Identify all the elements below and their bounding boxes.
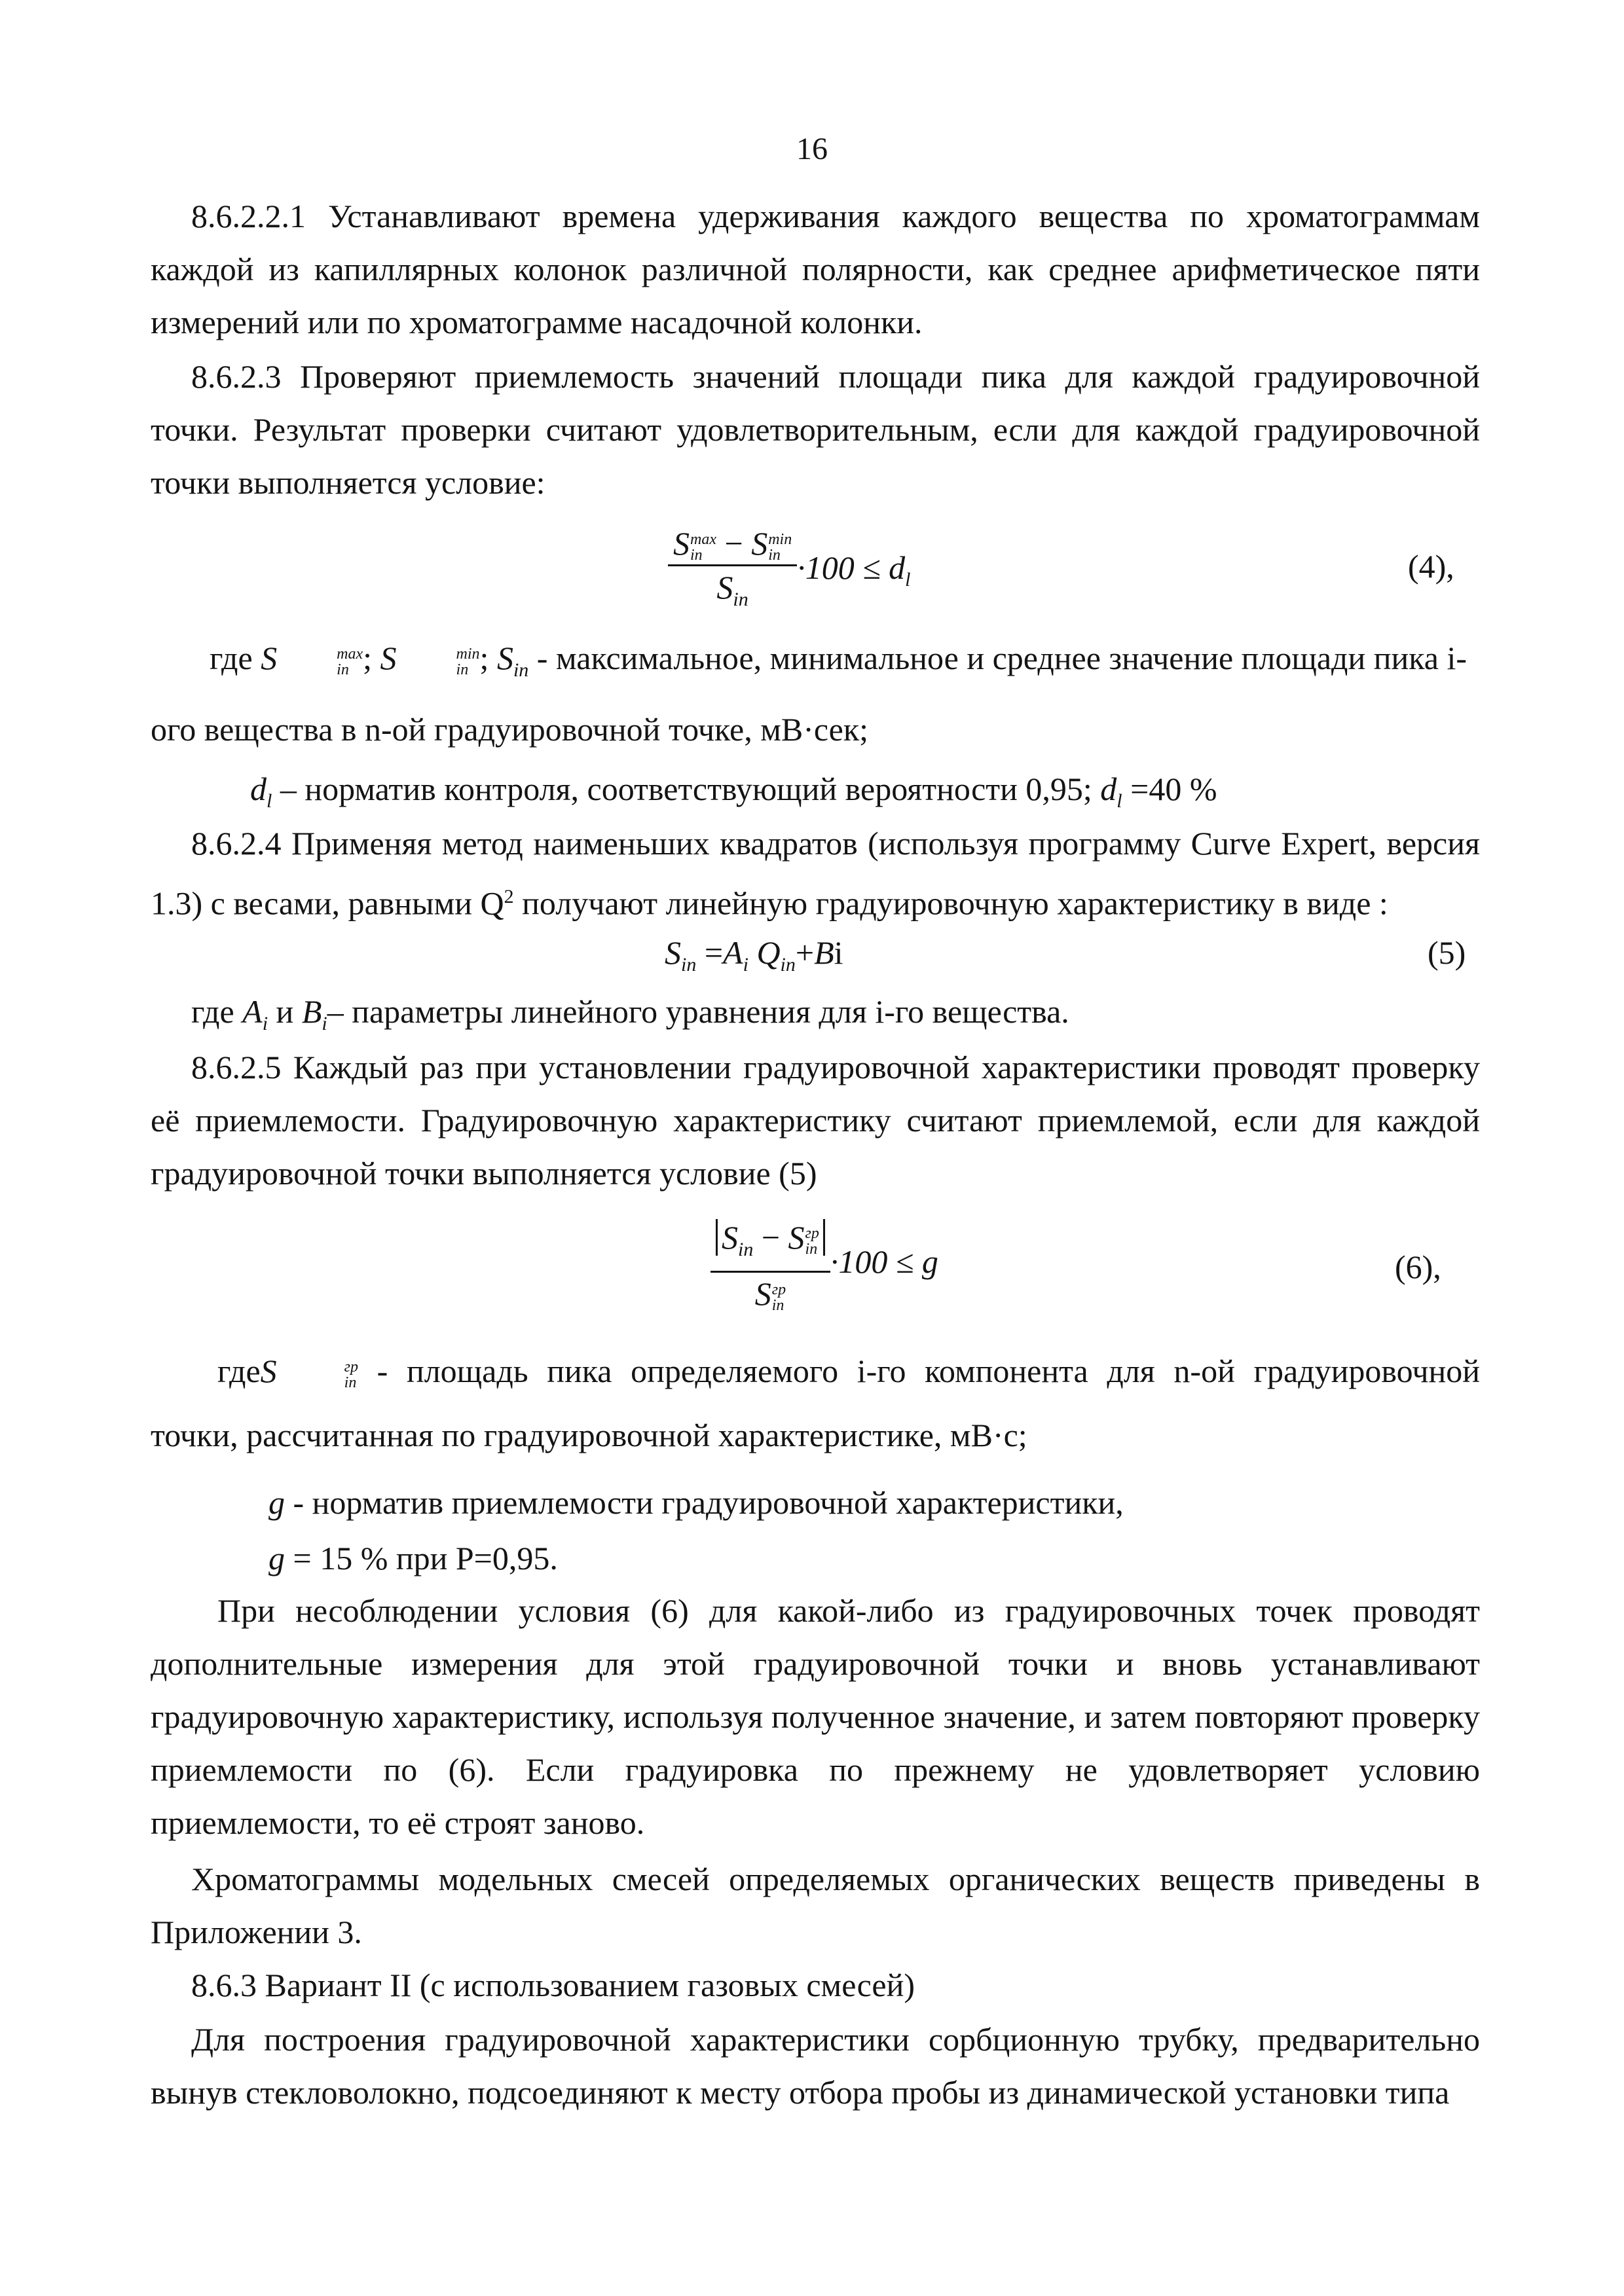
formula-6-explanation: гдеS гр in - площадь пика определяемого i-го компонента для n-ой градуировочной точки, рассчитанная по градуировочной характеристике, мВ·с; xyxy=(151,1353,1480,1453)
section-8-6-3-heading: 8.6.3 Вариант II (с использованием газовых смесей) xyxy=(191,1967,915,2003)
formula-4-explanation: где S max in ; S min in ; $S_{in}$ - максимальное, минимальное и среднее значение площади пика i-ого вещества в n-ой градуировочной точке, мВ·сек; xyxy=(151,640,1467,748)
paragraph-8-6-2-4: 8.6.2.4 Применяя метод наименьших квадратов (используя программу Curve Expert, версия 1.3) с весами, равными $Q^2$ получают линейную градуировочную характеристику в виде : xyxy=(151,825,1480,922)
formula-6: $S_{in} - S$ гр in S гр in ·100 ≤ g xyxy=(710,1218,938,1313)
paragraph-8-6-2-5: 8.6.2.5 Каждый раз при установлении градуировочной характеристики проводят проверку её приемлемости. Градуировочную характеристику считают приемлемой, если для каждой градуировочной точки выполняется условие (5) xyxy=(151,1049,1480,1192)
formula-4-fraction: S max in − S min in $S_{in}$ xyxy=(668,524,797,619)
formula-5-explanation: где $A_i$ и $B_i-$ параметры линейного уравнения для i-го вещества. xyxy=(191,993,1069,1034)
paragraph-noncompliance: При несоблюдении условия (6) для какой-либо из градуировочных точек проводят дополнительные измерения для этой градуировочной точки и вновь устанавливают градуировочную характеристику, используя полученное значение, и затем повторяют проверку приемлемости по (6). Если градуировка по прежнему не удовлетворяет условию приемлемости, то её строят заново. xyxy=(151,1592,1480,1841)
paragraph-8-6-2-3: 8.6.2.3 Проверяют приемлемость значений площади пика для каждой градуировочной точки. Результат проверки считают удовлетворительным, если для каждой градуировочной точки выполняется условие: xyxy=(151,358,1480,501)
control-norm-line: $d_l$ – норматив контроля, соответствующий вероятности 0,95; $d_l =40$ % xyxy=(250,771,1217,812)
formula-5-number: (5) xyxy=(1428,934,1466,971)
formula-4: S max in − S min in $S_{in}$ $\cdot 100 \le d_l$ xyxy=(668,524,910,619)
formula-6-fraction: $S_{in} - S$ гр in S гр in xyxy=(710,1218,830,1313)
formula-4-number: (4), xyxy=(1408,548,1454,585)
acceptability-value-line: g = 15 % при Р=0,95. xyxy=(268,1540,558,1576)
acceptability-norm-line: g - норматив приемлемости градуировочной характеристики, xyxy=(268,1484,1124,1521)
formula-6-number: (6), xyxy=(1395,1248,1441,1285)
page-number: 16 xyxy=(796,132,828,166)
paragraph-8-6-2-2-1: 8.6.2.2.1 Устанавливают времена удерживания каждого вещества по хроматограммам каждой из капиллярных колонок различной полярности, как среднее арифметическое пяти измерений или по хроматограмме насадочной колонки. xyxy=(151,198,1480,340)
paragraph-chromatograms: Хроматограммы модельных смесей определяемых органических веществ приведены в Приложении 3. xyxy=(151,1861,1480,1950)
formula-5: $S_{in} =A_i$ $Q_{in}+Bi$ xyxy=(665,934,843,975)
paragraph-calibration-procedure: Для построения градуировочной характеристики сорбционную трубку, предварительно вынув стекловолокно, подсоединяют к месту отбора пробы из динамической установки типа xyxy=(151,2021,1480,2111)
